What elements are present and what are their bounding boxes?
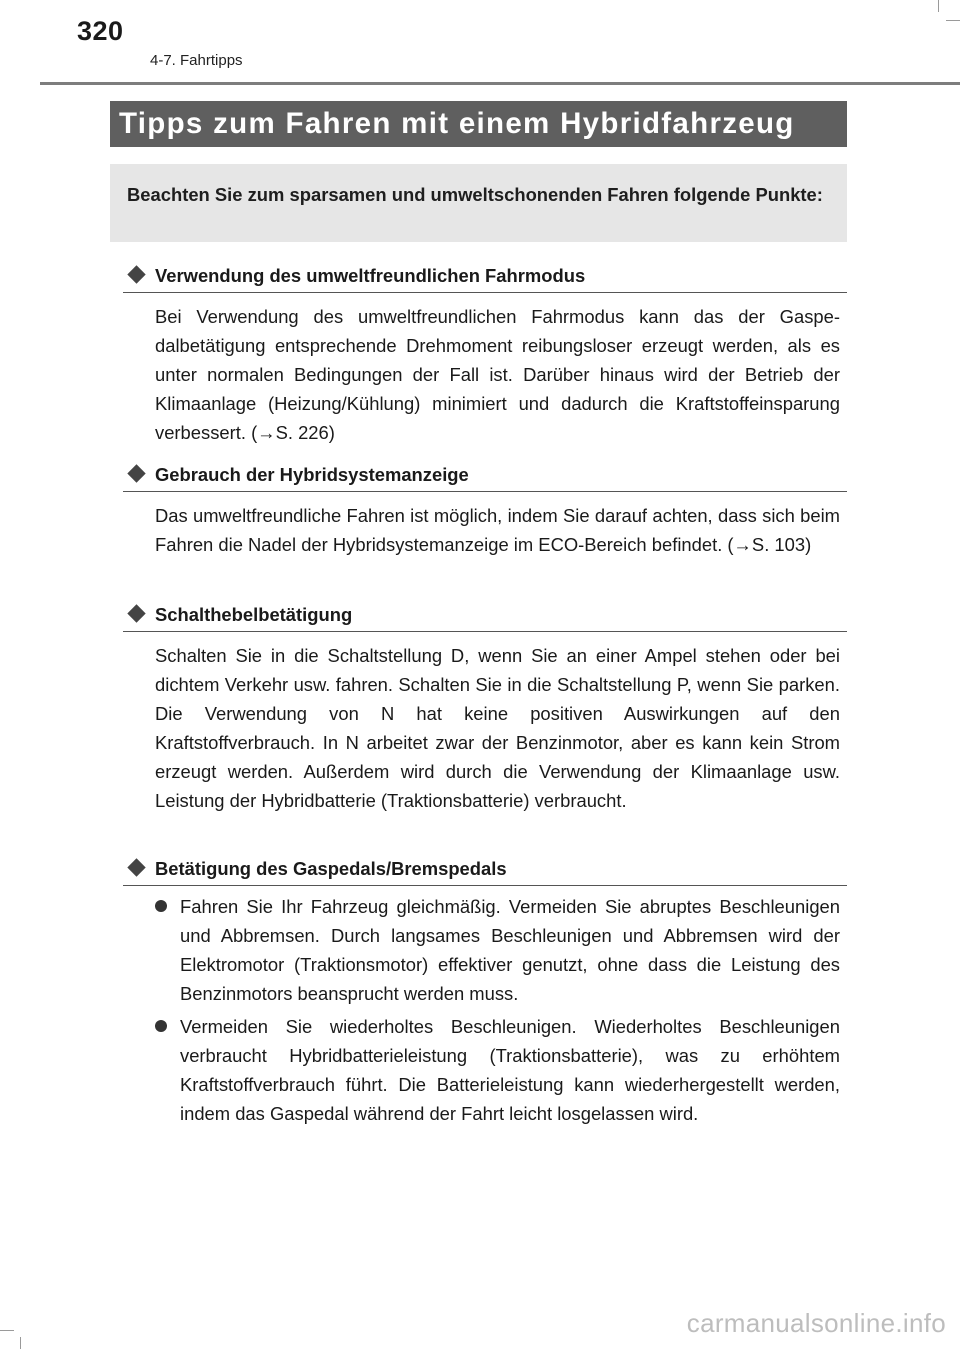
- section-paragraph: Schalten Sie in die Schaltstellung D, wenn Sie an einer Ampel stehen oder bei dichtem Verkehr usw. fahren. Schalten Sie in die Schaltstellung P, wenn Sie parken. Die Verwendung von N hat keine positiven Auswirkungen auf den Kraftstoffverbrauch. In N arbeitet zwar der Benzinmotor, aber es kann kein Strom erzeugt werden. Außerdem wird durch die Verwendung der Klimaanlage usw. Leistung der Hybridbatterie (Traktionsbatterie) verbraucht.: [155, 645, 840, 811]
- round-bullet-icon: [155, 1020, 167, 1032]
- header-divider: [40, 82, 960, 85]
- intro-text: Beachten Sie zum sparsamen und umweltschonenden Fahren folgende Punkte:: [127, 184, 823, 205]
- crop-mark: [0, 1330, 14, 1331]
- diamond-bullet-icon: [127, 858, 145, 876]
- title-bar: [110, 101, 847, 147]
- heading-underline: [123, 491, 847, 492]
- intro-box: [110, 164, 847, 242]
- section-paragraph: Das umweltfreundliche Fahren ist möglich, indem Sie darauf achten, dass sich beim Fahren die Nadel der Hybridsystemanzeige im ECO-Bereich befindet. (→S. 103): [155, 505, 840, 555]
- list-item-text: Vermeiden Sie wiederholtes Beschleunigen. Wiederholtes Beschleunigen verbraucht Hybridbatterieleistung (Traktionsbatterie), was zu erhöhtem Kraftstoffverbrauch führt. Die Batterieleistung kann wiederhergestellt werden, indem das Gaspedal während der Fahrt leicht losgelassen wird.: [180, 1016, 840, 1124]
- section-label: 4-7. Fahrtipps: [150, 52, 243, 69]
- section-heading-text: Schalthebelbetätigung: [155, 604, 353, 625]
- page-number: 320: [77, 16, 124, 46]
- round-bullet-icon: [155, 900, 167, 912]
- diamond-bullet-icon: [127, 604, 145, 622]
- watermark: carmanualsonline.info: [686, 1308, 946, 1338]
- section-heading-text: Gebrauch der Hybridsystemanzeige: [155, 464, 469, 485]
- heading-underline: [123, 292, 847, 293]
- section-heading-text: Verwendung des umweltfreundlichen Fahrmodus: [155, 265, 586, 286]
- crop-mark: [938, 0, 939, 12]
- page-title: Tipps zum Fahren mit einem Hybridfahrzeug: [119, 107, 795, 140]
- diamond-bullet-icon: [127, 464, 145, 482]
- list-item-text: Fahren Sie Ihr Fahrzeug gleichmäßig. Vermeiden Sie abruptes Beschleunigen und Abbremsen. Durch langsames Beschleunigen und Abbremsen wird der Elektromotor (Traktionsmotor) effektiver genutzt, ohne dass die Leistung des Benzinmotors beansprucht werden muss.: [180, 896, 840, 1004]
- section-heading-text: Betätigung des Gaspedals/Bremspedals: [155, 858, 507, 879]
- heading-underline: [123, 631, 847, 632]
- crop-mark: [20, 1337, 21, 1349]
- diamond-bullet-icon: [127, 265, 145, 283]
- section-paragraph: Bei Verwendung des umweltfreundlichen Fahrmodus kann das der Gaspedalbetätigung entsprechende Drehmoment reibungsloser erzeugt werden, als es unter normalen Bedingungen der Fall ist. Darüber hinaus wird der Betrieb der Klimaanlage (Heizung/Kühlung) minimiert und dadurch die Kraftstoffeinsparung verbessert. (→S. 226): [155, 306, 840, 443]
- crop-mark: [946, 20, 960, 21]
- heading-underline: [123, 885, 847, 886]
